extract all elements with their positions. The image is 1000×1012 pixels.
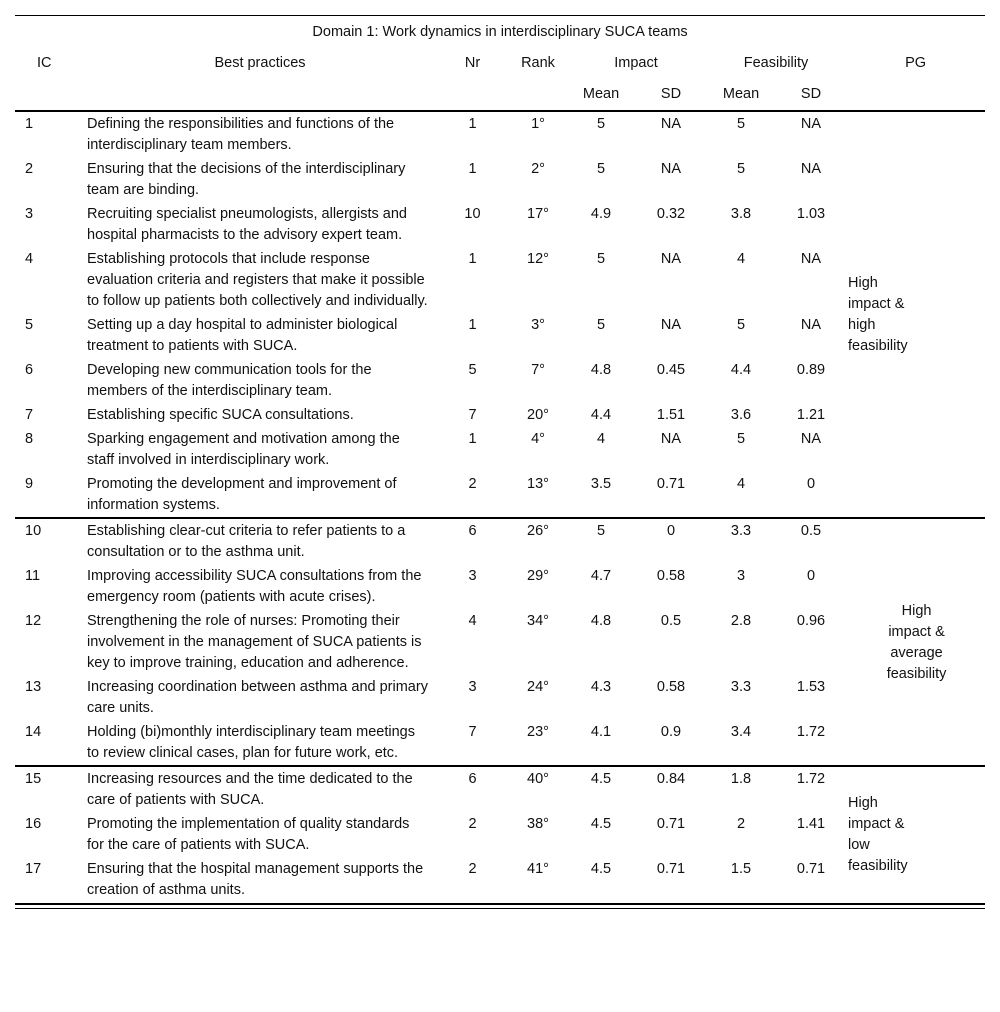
- table-container: [15, 15, 985, 909]
- row-rank: 13°: [527, 476, 549, 492]
- row-ic: 7: [25, 407, 34, 423]
- row-impact-sd: 0.45: [656, 362, 686, 378]
- row-impact-mean: 5: [566, 518, 636, 564]
- row-ic: 1: [25, 116, 34, 132]
- row-rank: 34°: [527, 613, 549, 629]
- row-feasibility-sd: 0: [806, 476, 816, 492]
- row-feasibility-mean: 3.8: [730, 206, 752, 222]
- row-best-practice: Holding (bi)monthly interdisciplinary team meetings to review clinical cases, plan for future work, etc.: [87, 724, 415, 761]
- row-feasibility-sd: 1.72: [776, 766, 846, 812]
- table-row: [15, 313, 985, 358]
- bottom-rule-2: [15, 908, 985, 909]
- row-feasibility-sd: 0.89: [796, 362, 826, 378]
- priority-group-label: [846, 518, 985, 766]
- row-nr: 1: [468, 317, 477, 333]
- row-impact-sd: 0: [636, 518, 706, 564]
- priority-group-line: impact &: [848, 296, 905, 312]
- row-nr: 2: [468, 816, 477, 832]
- row-impact-mean: 5: [596, 161, 606, 177]
- row-feasibility-mean: 5: [736, 161, 746, 177]
- table-row: [15, 812, 985, 857]
- row-nr: 2: [468, 861, 477, 877]
- bottom-rule: [15, 903, 985, 905]
- row-best-practice: Increasing coordination between asthma and primary care units.: [87, 679, 428, 716]
- row-best-practice: Improving accessibility SUCA consultations from the emergency room (patients with acute crises).: [87, 568, 422, 605]
- table-row: [15, 766, 985, 812]
- row-ic: 11: [25, 568, 41, 584]
- row-nr: 1: [468, 161, 477, 177]
- row-nr: 2: [468, 476, 477, 492]
- table-row: [15, 564, 985, 609]
- header-feasibility-sd: SD: [776, 79, 846, 111]
- row-nr: 7: [468, 407, 477, 423]
- subheader-row: [15, 79, 985, 111]
- row-ic: 6: [25, 362, 34, 378]
- priority-group-line: high: [848, 317, 876, 333]
- row-feasibility-sd: 0: [806, 568, 816, 584]
- row-rank: 2°: [531, 161, 545, 177]
- row-impact-mean: 4.5: [590, 816, 612, 832]
- row-best-practice: Increasing resources and the time dedicated to the care of patients with SUCA.: [85, 766, 435, 812]
- row-rank: 24°: [527, 679, 549, 695]
- row-rank: 17°: [527, 206, 549, 222]
- priority-group-line: feasibility: [848, 338, 908, 354]
- row-nr: 1: [468, 116, 477, 132]
- row-best-practice: Establishing specific SUCA consultations.: [87, 407, 354, 423]
- priority-group-line: High: [848, 795, 878, 811]
- row-ic: 9: [25, 476, 34, 492]
- row-rank: 3°: [531, 317, 545, 333]
- row-impact-mean: 4.4: [590, 407, 612, 423]
- row-ic: 13: [25, 679, 42, 695]
- priority-group-line: feasibility: [886, 665, 947, 682]
- row-impact-sd: 0.58: [656, 568, 686, 584]
- row-feasibility-mean: 1.5: [730, 861, 752, 877]
- row-nr: 1: [468, 251, 477, 267]
- priority-group-line: feasibility: [848, 858, 908, 874]
- row-feasibility-sd: NA: [800, 317, 822, 333]
- row-impact-sd: NA: [660, 251, 682, 267]
- row-impact-mean: 4.9: [590, 206, 612, 222]
- priority-group-line: impact &: [848, 816, 905, 832]
- row-best-practice: Defining the responsibilities and functions of the interdisciplinary team members.: [87, 116, 395, 153]
- row-best-practice: Establishing clear-cut criteria to refer patients to a consultation or to the asthma unit.: [85, 518, 435, 564]
- row-feasibility-sd: NA: [800, 431, 822, 447]
- row-nr: 6: [435, 766, 510, 812]
- row-ic: 8: [25, 431, 34, 447]
- row-impact-sd: NA: [660, 431, 682, 447]
- priority-group-line: High: [901, 602, 932, 619]
- row-rank: 38°: [527, 816, 549, 832]
- row-feasibility-sd: 1.72: [796, 724, 826, 740]
- table-row: [15, 675, 985, 720]
- row-impact-mean: 5: [596, 317, 606, 333]
- row-feasibility-sd: 1.53: [796, 679, 826, 695]
- row-best-practice: Promoting the development and improvement of information systems.: [87, 476, 397, 513]
- row-feasibility-sd: 0.96: [796, 613, 826, 629]
- row-impact-mean: 4.5: [590, 861, 612, 877]
- priority-group-line: impact &: [888, 623, 945, 640]
- row-feasibility-mean: 3: [736, 568, 746, 584]
- table-row: [15, 157, 985, 202]
- best-practices-table: [15, 15, 985, 902]
- header-nr: Nr: [464, 55, 481, 71]
- row-feasibility-mean: 5: [736, 431, 746, 447]
- caption-row: [15, 16, 985, 49]
- row-feasibility-sd: 1.41: [796, 816, 826, 832]
- row-impact-sd: 0.32: [656, 206, 686, 222]
- row-ic: 16: [25, 816, 42, 832]
- row-feasibility-mean: 1.8: [706, 766, 776, 812]
- row-feasibility-mean: 3.4: [730, 724, 752, 740]
- row-feasibility-mean: 3.6: [730, 407, 752, 423]
- row-rank: 23°: [527, 724, 549, 740]
- row-best-practice: Strengthening the role of nurses: Promoting their involvement in the management of SUCA patients is key to improve training, education and adherence.: [87, 613, 422, 671]
- row-impact-sd: 1.51: [656, 407, 686, 423]
- header-row: [15, 48, 985, 79]
- row-nr: 10: [464, 206, 481, 222]
- row-impact-sd: 0.71: [656, 816, 686, 832]
- row-impact-mean: 3.5: [590, 476, 612, 492]
- row-feasibility-mean: 4: [736, 251, 746, 267]
- priority-group-label: [846, 766, 985, 902]
- row-feasibility-mean: 2.8: [730, 613, 752, 629]
- table-row: [15, 202, 985, 247]
- row-ic: 15: [15, 766, 85, 812]
- row-best-practice: Recruiting specialist pneumologists, allergists and hospital pharmacists to the advisory expert team.: [87, 206, 407, 243]
- table-row: [15, 472, 985, 518]
- row-feasibility-mean: 3.3: [706, 518, 776, 564]
- row-ic: 4: [25, 251, 34, 267]
- row-ic: 2: [25, 161, 34, 177]
- row-feasibility-mean: 2: [736, 816, 746, 832]
- row-best-practice: Promoting the implementation of quality standards for the care of patients with SUCA.: [87, 816, 410, 853]
- row-nr: 5: [468, 362, 477, 378]
- row-best-practice: Ensuring that the decisions of the interdisciplinary team are binding.: [87, 161, 406, 198]
- row-ic: 3: [25, 206, 34, 222]
- row-impact-mean: 5: [596, 116, 606, 132]
- row-impact-mean: 4.3: [590, 679, 612, 695]
- row-ic: 12: [25, 613, 42, 629]
- row-ic: 17: [25, 861, 42, 877]
- row-rank: 40°: [510, 766, 566, 812]
- header-impact-sd: SD: [636, 79, 706, 111]
- row-ic: 5: [25, 317, 34, 333]
- row-feasibility-sd: 0.71: [796, 861, 826, 877]
- row-rank: 7°: [531, 362, 545, 378]
- row-best-practice: Ensuring that the hospital management supports the creation of asthma units.: [87, 861, 424, 898]
- row-feasibility-sd: NA: [800, 161, 822, 177]
- row-rank: 20°: [527, 407, 549, 423]
- row-ic: 10: [15, 518, 85, 564]
- priority-group-line: low: [848, 837, 870, 853]
- row-impact-sd: 0.9: [660, 724, 682, 740]
- row-feasibility-sd: NA: [800, 251, 822, 267]
- row-nr: 4: [468, 613, 477, 629]
- row-rank: 29°: [527, 568, 549, 584]
- table-row: [15, 857, 985, 902]
- row-nr: 3: [468, 679, 477, 695]
- row-feasibility-mean: 5: [736, 116, 746, 132]
- row-rank: 41°: [527, 861, 549, 877]
- header-ic: IC: [37, 55, 52, 71]
- table-row: [15, 111, 985, 157]
- row-impact-sd: NA: [660, 116, 682, 132]
- row-nr: 6: [435, 518, 510, 564]
- header-feasibility: Feasibility: [743, 55, 809, 71]
- table-row: [15, 518, 985, 564]
- row-feasibility-sd: 0.5: [776, 518, 846, 564]
- row-best-practice: Setting up a day hospital to administer biological treatment to patients with SUCA.: [87, 317, 398, 354]
- row-feasibility-sd: 1.03: [796, 206, 826, 222]
- priority-group-line: average: [890, 644, 943, 661]
- table-row: [15, 427, 985, 472]
- table-row: [15, 403, 985, 427]
- row-impact-sd: NA: [660, 317, 682, 333]
- row-rank: 26°: [510, 518, 566, 564]
- row-impact-mean: 4.7: [590, 568, 612, 584]
- row-impact-mean: 4.1: [590, 724, 612, 740]
- row-feasibility-mean: 3.3: [730, 679, 752, 695]
- priority-group-line: High: [848, 275, 878, 291]
- row-feasibility-mean: 5: [736, 317, 746, 333]
- row-nr: 3: [468, 568, 477, 584]
- table-row: [15, 247, 985, 313]
- table-row: [15, 720, 985, 766]
- row-nr: 7: [468, 724, 477, 740]
- row-feasibility-sd: NA: [800, 116, 822, 132]
- row-impact-mean: 4.8: [590, 362, 612, 378]
- row-best-practice: Establishing protocols that include response evaluation criteria and registers that make it possible to follow up patients both collectively and individually.: [87, 251, 428, 309]
- row-ic: 14: [25, 724, 42, 740]
- header-best-practices: Best practices: [214, 55, 306, 71]
- row-impact-sd: 0.5: [660, 613, 682, 629]
- row-impact-sd: 0.58: [656, 679, 686, 695]
- row-rank: 4°: [531, 431, 545, 447]
- table-row: [15, 609, 985, 675]
- row-impact-mean: 4.5: [566, 766, 636, 812]
- table-row: [15, 358, 985, 403]
- row-impact-mean: 4: [596, 431, 606, 447]
- row-impact-sd: 0.71: [656, 476, 686, 492]
- row-impact-sd: NA: [660, 161, 682, 177]
- row-nr: 1: [468, 431, 477, 447]
- row-rank: 1°: [531, 116, 545, 132]
- table-caption: Domain 1: Work dynamics in interdisciplinary SUCA teams: [15, 16, 985, 49]
- header-impact: Impact: [614, 55, 658, 71]
- header-feasibility-mean: Mean: [706, 79, 776, 111]
- priority-group-label: [846, 111, 985, 518]
- row-impact-mean: 4.8: [590, 613, 612, 629]
- row-feasibility-mean: 4: [736, 476, 746, 492]
- row-feasibility-sd: 1.21: [796, 407, 826, 423]
- header-rank: Rank: [521, 55, 555, 71]
- header-pg: PG: [905, 55, 927, 71]
- row-feasibility-mean: 4.4: [730, 362, 752, 378]
- row-best-practice: Sparking engagement and motivation among the staff involved in interdisciplinary work.: [87, 431, 400, 468]
- row-rank: 12°: [527, 251, 549, 267]
- row-impact-mean: 5: [596, 251, 606, 267]
- row-impact-sd: 0.84: [636, 766, 706, 812]
- row-best-practice: Developing new communication tools for the members of the interdisciplinary team.: [87, 362, 372, 399]
- header-impact-mean: Mean: [566, 79, 636, 111]
- row-impact-sd: 0.71: [656, 861, 686, 877]
